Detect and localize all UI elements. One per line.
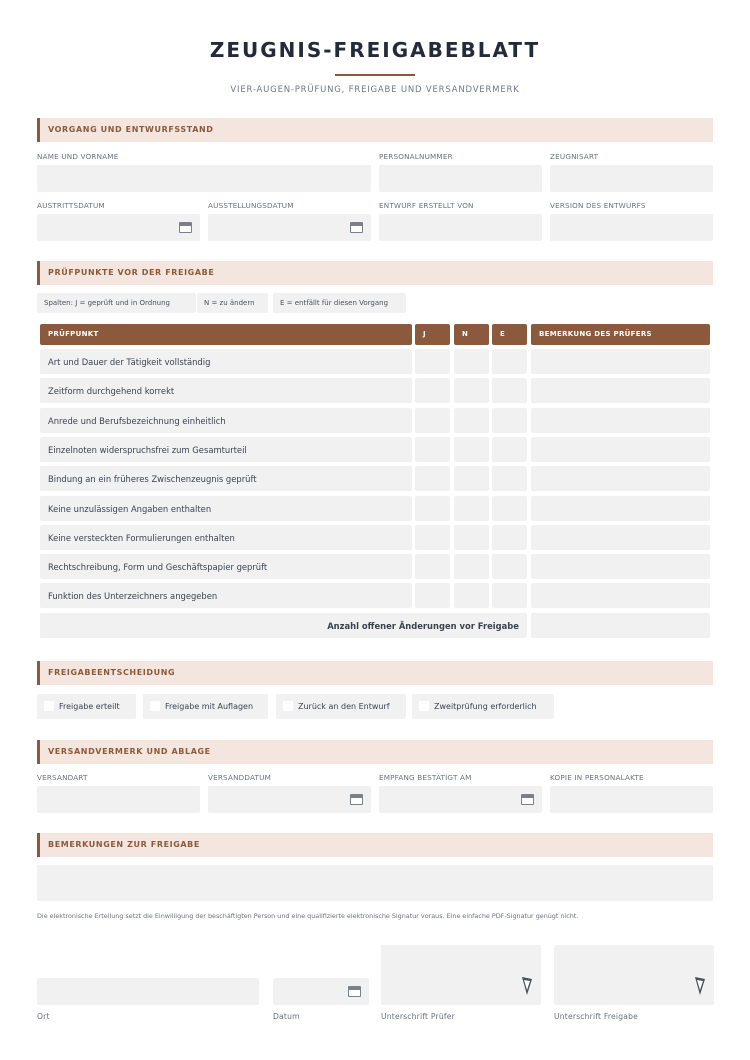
row-check-e[interactable] — [492, 525, 527, 550]
row-label: Keine unzulässigen Angaben enthalten — [48, 504, 212, 514]
ort-label: Ort — [37, 1012, 50, 1021]
row-label: Rechtschreibung, Form und Geschäftspapier geprüft — [48, 562, 268, 572]
freigabe-label: Unterschrift Freigabe — [554, 1012, 638, 1021]
version-label: VERSION DES ENTWURFS — [550, 201, 646, 210]
entwurf-label: ENTWURF ERSTELLT VON — [379, 201, 474, 210]
signature-pruefer-field[interactable] — [381, 945, 541, 1005]
signature-note: Die elektronische Erteilung setzt die Einwilligung der beschäftigten Person und eine qualifizierte elektronische Signatur voraus. Eine einfache PDF-Signatur genügt nicht. — [37, 912, 579, 920]
legend-e: E = entfällt für diesen Vorgang — [273, 293, 406, 313]
column-header-j: J — [415, 324, 450, 345]
column-header-n: N — [454, 324, 489, 345]
calendar-icon[interactable] — [350, 222, 363, 233]
row-check-e[interactable] — [492, 554, 527, 579]
section-vorgang-heading: VORGANG UND ENTWURFSSTAND — [48, 125, 214, 134]
kopie-label: KOPIE IN PERSONALAKTE — [550, 773, 644, 782]
section-freigabe — [37, 661, 713, 685]
row-check-j[interactable] — [415, 525, 450, 550]
option-label: Zweitprüfung erforderlich — [434, 702, 537, 711]
versandart-label: VERSANDART — [37, 773, 88, 782]
row-check-e[interactable] — [492, 378, 527, 403]
versanddatum-field[interactable] — [208, 786, 371, 813]
row-check-n[interactable] — [454, 554, 489, 579]
column-header-item: PRÜFPUNKT — [40, 324, 412, 345]
row-remark-field[interactable] — [531, 378, 710, 403]
row-check-n[interactable] — [454, 408, 489, 433]
row-check-e[interactable] — [492, 437, 527, 462]
ausstellungsdatum-label: AUSSTELLUNGSDATUM — [208, 201, 294, 210]
checkbox[interactable] — [44, 701, 54, 711]
option-zweitpruefung[interactable] — [412, 694, 554, 719]
row-check-e[interactable] — [492, 496, 527, 521]
row-item — [40, 496, 412, 521]
personalnummer-field[interactable] — [379, 165, 542, 192]
row-check-n[interactable] — [454, 349, 489, 374]
name-label: NAME UND VORNAME — [37, 152, 119, 161]
row-item — [40, 437, 412, 462]
row-check-n[interactable] — [454, 496, 489, 521]
row-item — [40, 554, 412, 579]
section-freigabe-heading: FREIGABEENTSCHEIDUNG — [48, 668, 176, 677]
versandart-field[interactable] — [37, 786, 200, 813]
row-check-e[interactable] — [492, 408, 527, 433]
zeugnisart-field[interactable] — [550, 165, 713, 192]
row-check-n[interactable] — [454, 466, 489, 491]
row-label: Art und Dauer der Tätigkeit vollständig — [48, 357, 211, 367]
row-item — [40, 583, 412, 608]
calendar-icon[interactable] — [521, 794, 534, 805]
row-check-j[interactable] — [415, 437, 450, 462]
signature-freigabe-field[interactable] — [554, 945, 714, 1005]
row-remark-field[interactable] — [531, 349, 710, 374]
section-pruefpunkte-heading: PRÜFPUNKTE VOR DER FREIGABE — [48, 268, 215, 277]
row-check-e[interactable] — [492, 349, 527, 374]
ort-field[interactable] — [37, 978, 259, 1005]
row-label: Anrede und Berufsbezeichnung einheitlich — [48, 416, 226, 426]
option-label: Freigabe erteilt — [59, 702, 120, 711]
row-check-n[interactable] — [454, 525, 489, 550]
austrittsdatum-label: AUSTRITTSDATUM — [37, 201, 105, 210]
column-header-remark: BEMERKUNG DES PRÜFERS — [531, 324, 710, 345]
checkbox[interactable] — [283, 701, 293, 711]
row-item — [40, 378, 412, 403]
row-remark-field[interactable] — [531, 583, 710, 608]
entwurf-field[interactable] — [379, 214, 542, 241]
row-remark-field[interactable] — [531, 437, 710, 462]
row-remark-field[interactable] — [531, 466, 710, 491]
row-check-e[interactable] — [492, 583, 527, 608]
row-label: Funktion des Unterzeichners angegeben — [48, 591, 218, 601]
row-check-j[interactable] — [415, 378, 450, 403]
checkbox[interactable] — [419, 701, 429, 711]
datum-label: Datum — [273, 1012, 300, 1021]
column-header-e: E — [492, 324, 527, 345]
row-check-j[interactable] — [415, 583, 450, 608]
checkbox[interactable] — [150, 701, 160, 711]
section-bemerkungen — [37, 833, 713, 857]
empfang-field[interactable] — [379, 786, 542, 813]
option-freigabe-erteilt[interactable] — [37, 694, 136, 719]
sum-row — [40, 613, 527, 638]
row-item — [40, 349, 412, 374]
section-versand — [37, 740, 713, 764]
row-label: Einzelnoten widerspruchsfrei zum Gesamturteil — [48, 445, 247, 455]
option-label: Zurück an den Entwurf — [298, 702, 390, 711]
row-item — [40, 525, 412, 550]
zeugnisart-label: ZEUGNISART — [550, 152, 599, 161]
section-pruefpunkte — [37, 261, 713, 285]
row-label: Keine versteckten Formulierungen enthalten — [48, 533, 235, 543]
sum-value-field[interactable] — [531, 613, 710, 638]
row-remark-field[interactable] — [531, 554, 710, 579]
section-vorgang — [37, 118, 713, 142]
pen-icon — [694, 975, 706, 997]
personalnummer-label: PERSONALNUMMER — [379, 152, 453, 161]
kopie-field[interactable] — [550, 786, 713, 813]
row-check-j[interactable] — [415, 466, 450, 491]
row-check-e[interactable] — [492, 466, 527, 491]
bemerkungen-field[interactable] — [37, 865, 713, 901]
option-label: Freigabe mit Auflagen — [165, 702, 254, 711]
page-subtitle: VIER-AUGEN-PRÜFUNG, FREIGABE UND VERSANDVERMERK — [230, 85, 520, 95]
version-field[interactable] — [550, 214, 713, 241]
section-versand-heading: VERSANDVERMERK UND ABLAGE — [48, 747, 211, 756]
row-item — [40, 466, 412, 491]
calendar-icon[interactable] — [350, 794, 363, 805]
row-check-j[interactable] — [415, 408, 450, 433]
row-item — [40, 408, 412, 433]
versanddatum-label: VERSANDDATUM — [208, 773, 271, 782]
empfang-label: EMPFANG BESTÄTIGT AM — [379, 773, 472, 782]
row-remark-field[interactable] — [531, 525, 710, 550]
legend-j: Spalten: J = geprüft und in Ordnung — [37, 293, 196, 313]
row-check-n[interactable] — [454, 378, 489, 403]
option-freigabe-auflagen[interactable] — [143, 694, 268, 719]
austrittsdatum-field[interactable] — [37, 214, 200, 241]
calendar-icon[interactable] — [179, 222, 192, 233]
row-label: Zeitform durchgehend korrekt — [48, 386, 175, 396]
title-divider — [335, 74, 415, 76]
page-title: ZEUGNIS-FREIGABEBLATT — [209, 38, 541, 62]
row-check-n[interactable] — [454, 437, 489, 462]
option-zurueck[interactable] — [276, 694, 406, 719]
row-check-j[interactable] — [415, 554, 450, 579]
section-bemerkungen-heading: BEMERKUNGEN ZUR FREIGABE — [48, 840, 200, 849]
pen-icon — [521, 975, 533, 997]
row-check-j[interactable] — [415, 349, 450, 374]
row-check-j[interactable] — [415, 496, 450, 521]
datum-field[interactable] — [273, 978, 369, 1005]
legend-n: N = zu ändern — [197, 293, 268, 313]
pruefer-label: Unterschrift Prüfer — [381, 1012, 455, 1021]
ausstellungsdatum-field[interactable] — [208, 214, 371, 241]
name-field[interactable] — [37, 165, 371, 192]
row-check-n[interactable] — [454, 583, 489, 608]
calendar-icon[interactable] — [348, 986, 361, 997]
sum-label: Anzahl offener Änderungen vor Freigabe — [327, 621, 519, 631]
row-remark-field[interactable] — [531, 496, 710, 521]
row-remark-field[interactable] — [531, 408, 710, 433]
row-label: Bindung an ein früheres Zwischenzeugnis geprüft — [48, 474, 257, 484]
